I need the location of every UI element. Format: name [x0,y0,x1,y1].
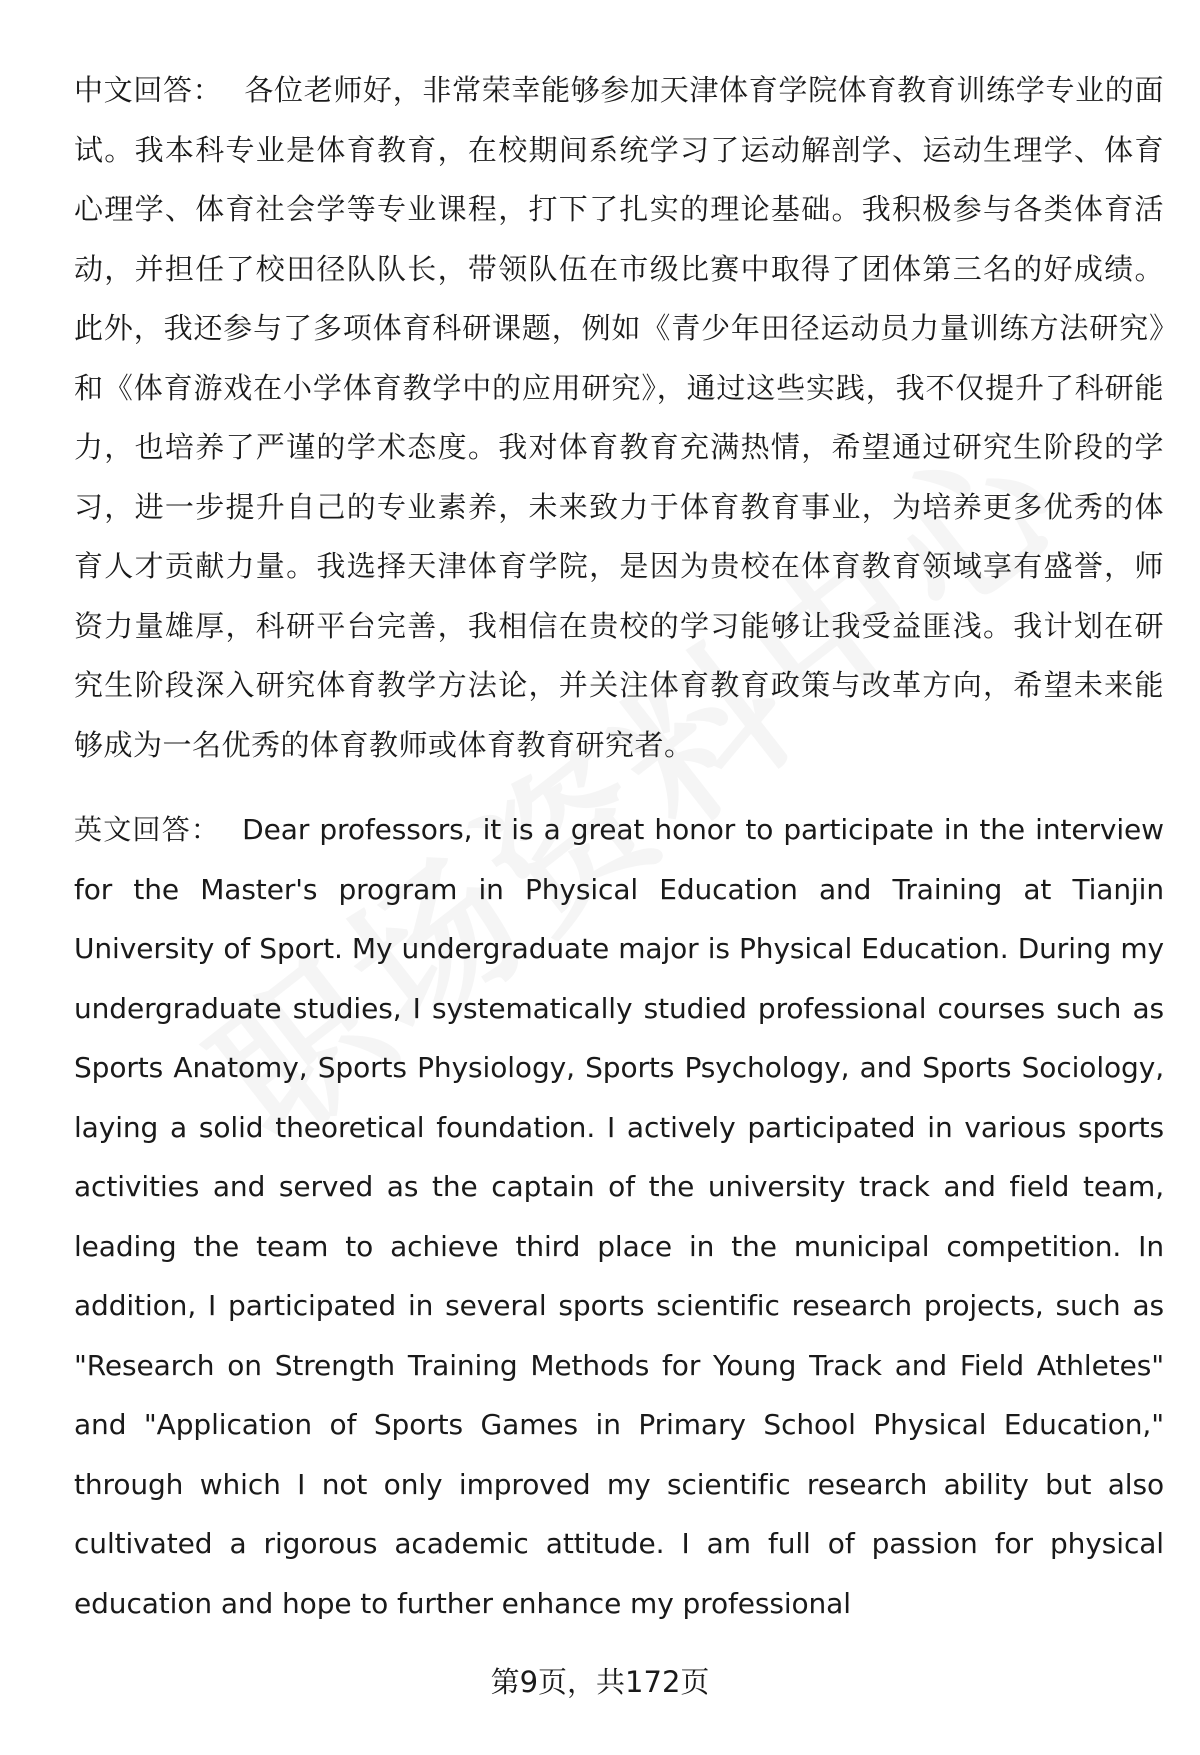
english-answer-label: 英文回答： [74,813,221,846]
english-answer-text: Dear professors, it is a great honor to participate in the interview for the Master's program in Physical Education and Training at Tianjin University of Sport. My undergraduate major is Physical Education. During my undergraduate studies, I systematically studied professional courses such as Sports Anatomy, Sports Physiology, Sports Psychology, and Sports Sociology, laying a solid theoretical foundation. I actively participated in various sports activities and served as the captain of the university track and field team, leading the team to achieve third place in the municipal competition. In addition, I participated in several sports scientific research projects, such as "Research on Strength Training Methods for Young Track and Field Athletes" and "Application of Sports Games in Primary School Physical Education," through which I not only improved my scientific research ability but also cultivated a rigorous academic attitude. I am full of passion for physical education and hope to further enhance my professional [74,813,1164,1620]
chinese-answer-label: 中文回答： [74,73,223,107]
page-number-footer: 第9页，共172页 [490,1665,710,1699]
chinese-answer-paragraph [74,61,1164,775]
english-answer-paragraph [74,800,1164,1633]
chinese-answer-text: 各位老师好，非常荣幸能够参加天津体育学院体育教育训练学专业的面试。我本科专业是体育教育，在校期间系统学习了运动解剖学、运动生理学、体育心理学、体育社会学等专业课程，打下了扎实的理论基础。我积极参与各类体育活动，并担任了校田径队队长，带领队伍在市级比赛中取得了团体第三名的好成绩。此外，我还参与了多项体育科研课题，例如《青少年田径运动员力量训练方法研究》和《体育游戏在小学体育教学中的应用研究》，通过这些实践，我不仅提升了科研能力，也培养了严谨的学术态度。我对体育教育充满热情，希望通过研究生阶段的学习，进一步提升自己的专业素养，未来致力于体育教育事业，为培养更多优秀的体育人才贡献力量。我选择天津体育学院，是因为贵校在体育教育领域享有盛誉，师资力量雄厚，科研平台完善，我相信在贵校的学习能够让我受益匪浅。我计划在研究生阶段深入研究体育教学方法论，并关注体育教育政策与改革方向，希望未来能够成为一名优秀的体育教师或体育教育研究者。 [74,73,1164,762]
